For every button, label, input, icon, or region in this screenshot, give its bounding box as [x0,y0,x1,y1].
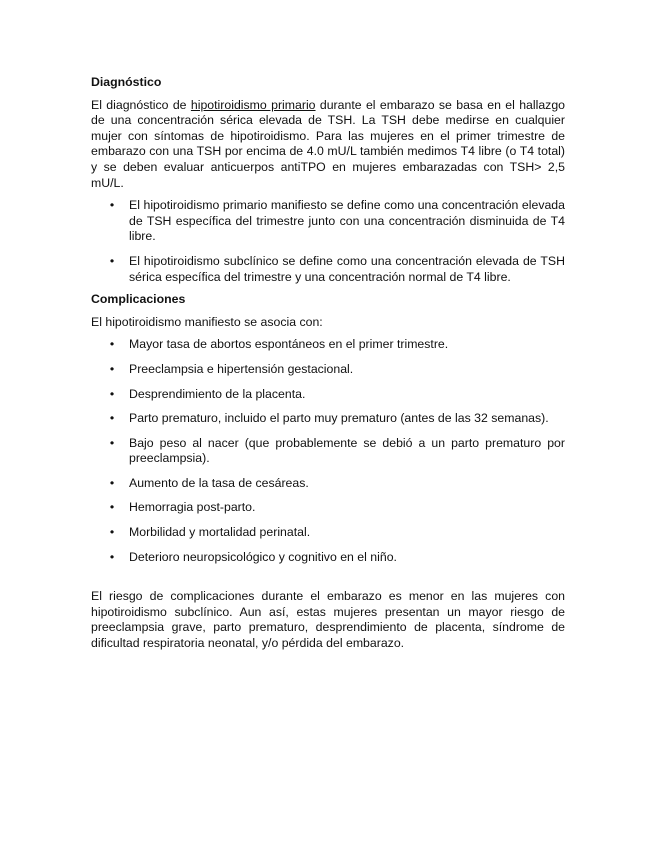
diagnostico-intro [91,98,565,192]
list-item: • Preeclampsia e hipertensión gestacional. [91,362,565,378]
complicaciones-intro: El hipotiroidismo manifiesto se asocia con: [91,314,323,329]
bullet-icon: • [109,500,115,515]
list-item: • Desprendimiento de la placenta. [91,387,565,403]
intro-suffix: durante el embarazo se basa en el hallazgo de una concentración sérica elevada de TSH. La TSH debe medirse en cualquier mujer con síntomas de hipotiroidismo. Para las mujeres en el primer trimestre de embarazo con una TSH por encima de 4.0 mU/L también medimos T4 libre (o T4 total) y se deben evaluar anticuerpos antiTPO en mujeres embarazadas con TSH> 2,5 mU/L. [91,97,566,190]
bullet-icon: • [109,475,115,490]
list-item: • Aumento de la tasa de cesáreas. [91,476,565,492]
bullet-icon: • [109,198,115,213]
heading-complicaciones: Complicaciones [91,292,186,307]
list-item: • Mayor tasa de abortos espontáneos en el primer trimestre. [91,337,565,353]
bullet-icon: • [109,411,115,426]
intro-prefix: El diagnóstico de [91,97,191,112]
list-item: • El hipotiroidismo subclínico se define como una concentración elevada de TSH sérica específica del trimestre y una concentración normal de T4 libre. [91,254,565,285]
bullet-icon: • [109,361,115,376]
list-item: • Deterioro neuropsicológico y cognitivo en el niño. [91,550,565,566]
spacer [91,572,565,589]
complicaciones-closing: El riesgo de complicaciones durante el embarazo es menor en las mujeres con hipotiroidismo subclínico. Aun así, estas mujeres presentan un mayor riesgo de preeclampsia grave, parto prematuro, desprendimiento de placenta, síndrome de dificultad respiratoria neonatal, y/o pérdida del embarazo. [91,589,565,651]
bullet-icon: • [109,435,115,450]
list-item: • Parto prematuro, incluido el parto muy prematuro (antes de las 32 semanas). [91,411,565,427]
list-item: • Morbilidad y mortalidad perinatal. [91,525,565,541]
bullet-icon: • [109,525,115,540]
document-content [91,75,565,659]
bullet-icon: • [109,386,115,401]
list-item: • Bajo peso al nacer (que probablemente se debió a un parto prematuro por preeclampsia). [91,436,565,467]
hipotiroidismo-primario-link[interactable]: hipotiroidismo primario [190,97,316,112]
bullet-icon: • [109,549,115,564]
list-item: • Hemorragia post-parto. [91,500,565,516]
heading-diagnostico: Diagnóstico [91,75,162,89]
bullet-icon: • [109,337,115,352]
diagnostico-list [91,198,565,285]
bullet-icon: • [109,253,115,268]
complicaciones-list [91,337,565,565]
list-item: • El hipotiroidismo primario manifiesto se define como una concentración elevada de TSH específica del trimestre junto con una concentración disminuida de T4 libre. [91,198,565,245]
